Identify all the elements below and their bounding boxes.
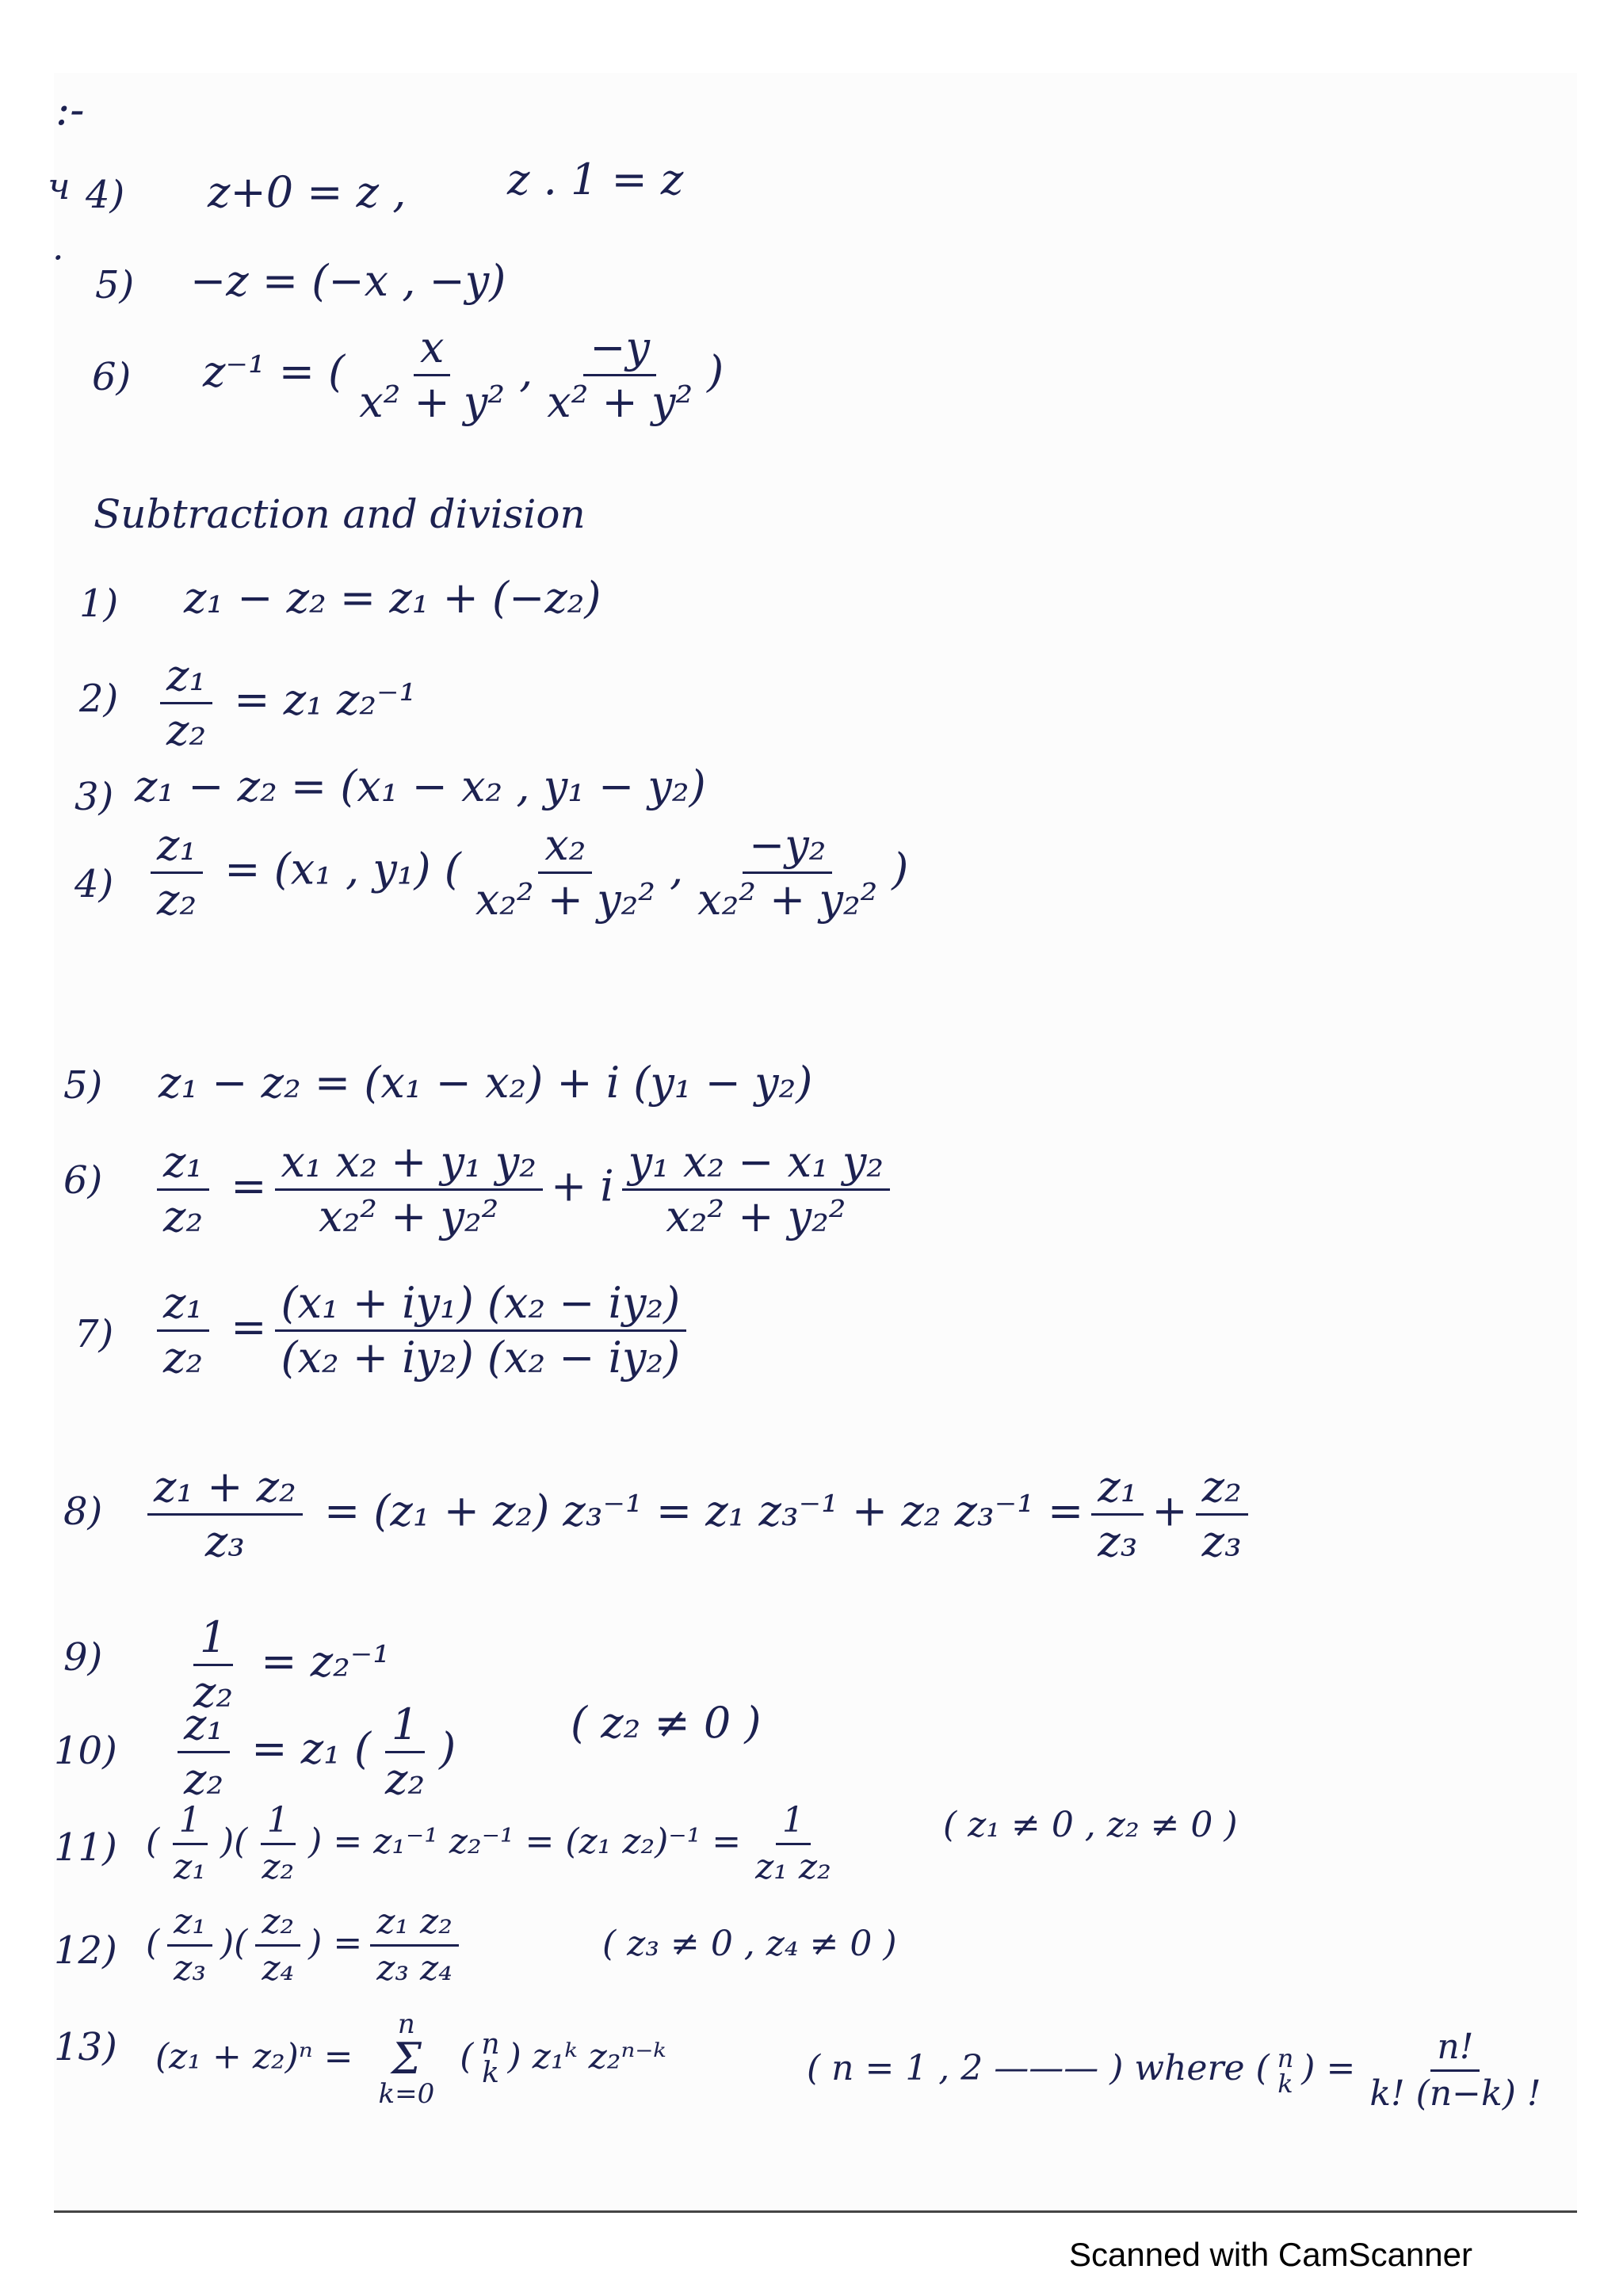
fraction	[255, 1901, 300, 1989]
item-number: 8)	[63, 1489, 103, 1534]
numerator: y₁ x₂ − x₁ y₂	[622, 1141, 890, 1191]
fraction	[275, 1278, 687, 1383]
equation	[149, 1278, 694, 1383]
binom-k: k	[482, 2057, 499, 2089]
numerator: z₁ + z₂	[147, 1466, 303, 1516]
numerator: −y	[583, 326, 656, 376]
sigma-symbol: Σ	[391, 2034, 422, 2084]
fraction	[157, 1137, 209, 1241]
rhs: = z₁ (	[251, 1723, 372, 1774]
fraction	[151, 820, 203, 925]
numerator: 1	[173, 1803, 208, 1845]
paren-pair: )(	[220, 1821, 248, 1862]
numerator: x₁ x₂ + y₁ y₂	[275, 1141, 543, 1191]
right-paren: )	[308, 1923, 323, 1963]
equation: −z = (−x , −y)	[190, 256, 506, 306]
paren-pair: )(	[220, 1923, 248, 1963]
equation: z₁ − z₂ = z₁ + (−z₂)	[184, 573, 601, 623]
item-number: 6)	[63, 1158, 103, 1203]
numerator: 1	[776, 1803, 811, 1845]
fraction	[1196, 1462, 1248, 1566]
numerator: (x₁ + iy₁) (x₂ − iy₂)	[275, 1282, 687, 1332]
equation: z+0 = z ,	[208, 167, 407, 217]
item-number: 11)	[54, 1825, 117, 1870]
fraction	[255, 1800, 300, 1887]
fraction	[749, 1800, 838, 1887]
numerator: n!	[1430, 2030, 1480, 2072]
lhs: z⁻¹ = (	[203, 346, 346, 397]
rhs: = z₁ z₂⁻¹	[234, 674, 417, 725]
plus-i: + i	[550, 1161, 614, 1211]
header-mark: :-	[55, 85, 85, 135]
denominator: x₂² + y₂²	[666, 1192, 846, 1241]
fraction	[622, 1137, 890, 1241]
rhs: =	[333, 1923, 363, 1963]
equals: =	[231, 1161, 267, 1211]
denominator: x₂² + y₂²	[697, 875, 878, 925]
item-number: 2)	[79, 677, 119, 721]
numerator: z₁	[151, 824, 203, 874]
condition: ( z₃ ≠ 0 , z₄ ≠ 0 )	[602, 1924, 897, 1964]
denominator: z₃	[1098, 1516, 1138, 1566]
numerator: z₁	[167, 1905, 212, 1947]
denominator: z₂	[262, 1847, 295, 1887]
binom-n: n	[1277, 2042, 1294, 2073]
fraction	[160, 650, 212, 755]
equation	[146, 1800, 846, 1887]
comma: ,	[669, 844, 684, 894]
item-number: 10)	[54, 1729, 117, 1773]
fraction	[540, 322, 699, 427]
fraction	[275, 1137, 543, 1241]
left-paren: (	[146, 1821, 160, 1862]
item-number: 3)	[74, 775, 114, 819]
fraction	[379, 1699, 431, 1804]
rhs: = z₁⁻¹ z₂⁻¹ = (z₁ z₂)⁻¹ =	[333, 1821, 742, 1862]
fraction	[370, 1901, 459, 1989]
denominator: z₂	[163, 1333, 204, 1383]
right-paren: )	[439, 1723, 456, 1774]
item-number: 4)	[86, 173, 125, 217]
equals: =	[1326, 2048, 1356, 2088]
fraction	[353, 322, 511, 427]
numerator: x₂	[538, 824, 592, 874]
fraction	[691, 820, 884, 925]
numerator: z₁	[157, 1282, 209, 1332]
numerator: 1	[385, 1703, 425, 1753]
item-number: 13)	[54, 2025, 117, 2069]
denominator: (x₂ + iy₂) (x₂ − iy₂)	[281, 1333, 681, 1383]
condition: ( z₂ ≠ 0 )	[571, 1698, 762, 1748]
binom-open: (	[460, 2036, 474, 2077]
denominator: z₁	[174, 1847, 206, 1887]
item-number: 7)	[74, 1312, 114, 1356]
numerator: z₁	[160, 654, 212, 704]
equation	[143, 820, 909, 925]
rhs: = (z₁ + z₂) z₃⁻¹ = z₁ z₃⁻¹ + z₂ z₃⁻¹ =	[323, 1486, 1084, 1536]
binom-close: )	[507, 2036, 521, 2077]
condition: ( z₁ ≠ 0 , z₂ ≠ 0 )	[943, 1805, 1238, 1845]
fraction	[167, 1901, 212, 1989]
denominator: z₂	[166, 705, 207, 755]
denominator: z₄	[262, 1948, 295, 1989]
binom-n: n	[481, 2028, 500, 2061]
denominator: z₂	[385, 1754, 426, 1804]
denominator: z₃	[204, 1516, 245, 1566]
right-paren: )	[707, 346, 724, 397]
numerator: x	[414, 326, 450, 376]
numerator: 1	[193, 1616, 233, 1666]
rhs: = z₂⁻¹	[261, 1636, 390, 1687]
denominator: z₂	[193, 1667, 234, 1717]
right-paren: )	[308, 1821, 323, 1862]
denominator: z₂	[163, 1192, 204, 1241]
fraction	[147, 1462, 303, 1566]
denominator: x₂² + y₂²	[475, 875, 655, 925]
binom-k: k	[1277, 2068, 1293, 2099]
numerator: −y₂	[743, 824, 832, 874]
numerator: z₂	[255, 1905, 300, 1947]
page-bottom-edge	[54, 2210, 1577, 2213]
comma: ,	[519, 346, 533, 397]
fraction	[157, 1278, 209, 1383]
fraction	[469, 820, 662, 925]
right-paren: )	[892, 844, 909, 894]
item-number: 5)	[63, 1063, 103, 1108]
numerator: z₁	[178, 1703, 230, 1753]
sum-lower: k=0	[378, 2078, 435, 2110]
equation: z₁ − z₂ = (x₁ − x₂ , y₁ − y₂)	[135, 761, 706, 811]
fraction	[1091, 1462, 1144, 1566]
equation	[146, 1901, 467, 1989]
condition: ( n = 1 , 2 ——— ) where	[807, 2048, 1245, 2088]
fraction	[1363, 2027, 1547, 2114]
equation	[170, 1699, 456, 1804]
item-number: 4)	[74, 862, 114, 906]
equals: =	[231, 1302, 267, 1352]
binomial	[475, 2028, 506, 2089]
scanner-watermark: Scanned with CamScanner	[1069, 2236, 1472, 2273]
margin-mark: ч	[48, 165, 71, 208]
margin-mark: ·	[52, 236, 64, 279]
numerator: z₁	[157, 1141, 209, 1191]
section-heading: Subtraction and division	[94, 491, 586, 537]
item-number: 9)	[63, 1635, 103, 1680]
numerator: 1	[261, 1803, 296, 1845]
numerator: z₁ z₂	[370, 1905, 459, 1947]
terms: z₁ᵏ z₂ⁿ⁻ᵏ	[532, 2036, 666, 2077]
equation	[155, 2008, 666, 2110]
denominator: z₁ z₂	[755, 1847, 831, 1887]
binom-open: (	[1255, 2048, 1270, 2088]
equation	[152, 650, 417, 755]
fraction	[167, 1800, 212, 1887]
denominator: z₂	[184, 1754, 224, 1804]
equation: z . 1 = z	[507, 154, 684, 204]
denominator: x² + y²	[359, 377, 506, 427]
denominator: k! (n−k) !	[1369, 2073, 1541, 2114]
equation	[139, 1462, 1256, 1566]
item-number: 5)	[95, 263, 135, 307]
denominator: z₃	[1201, 1516, 1242, 1566]
binom-close: )	[1301, 2048, 1316, 2088]
left-paren: (	[146, 1923, 160, 1963]
denominator: x² + y²	[547, 377, 693, 427]
summation	[372, 2008, 441, 2110]
plus: +	[1151, 1486, 1188, 1536]
item-number: 12)	[54, 1928, 117, 1973]
equation	[807, 2027, 1556, 2114]
lhs: (z₁ + z₂)ⁿ =	[155, 2036, 353, 2077]
rhs: = (x₁ , y₁) (	[224, 844, 461, 894]
numerator: z₁	[1091, 1466, 1144, 1516]
denominator: x₂² + y₂²	[319, 1192, 499, 1241]
item-number: 6)	[92, 355, 132, 399]
sum-upper: n	[397, 2008, 415, 2040]
item-number: 1)	[79, 582, 119, 626]
equation: z₁ − z₂ = (x₁ − x₂) + i (y₁ − y₂)	[158, 1058, 813, 1108]
equation	[203, 322, 724, 427]
denominator: z₂	[157, 875, 197, 925]
binomial	[1271, 2042, 1300, 2099]
equation	[149, 1137, 898, 1241]
denominator: z₃	[174, 1948, 206, 1989]
denominator: z₃ z₄	[376, 1948, 453, 1989]
fraction	[178, 1699, 230, 1804]
numerator: z₂	[1196, 1466, 1248, 1516]
